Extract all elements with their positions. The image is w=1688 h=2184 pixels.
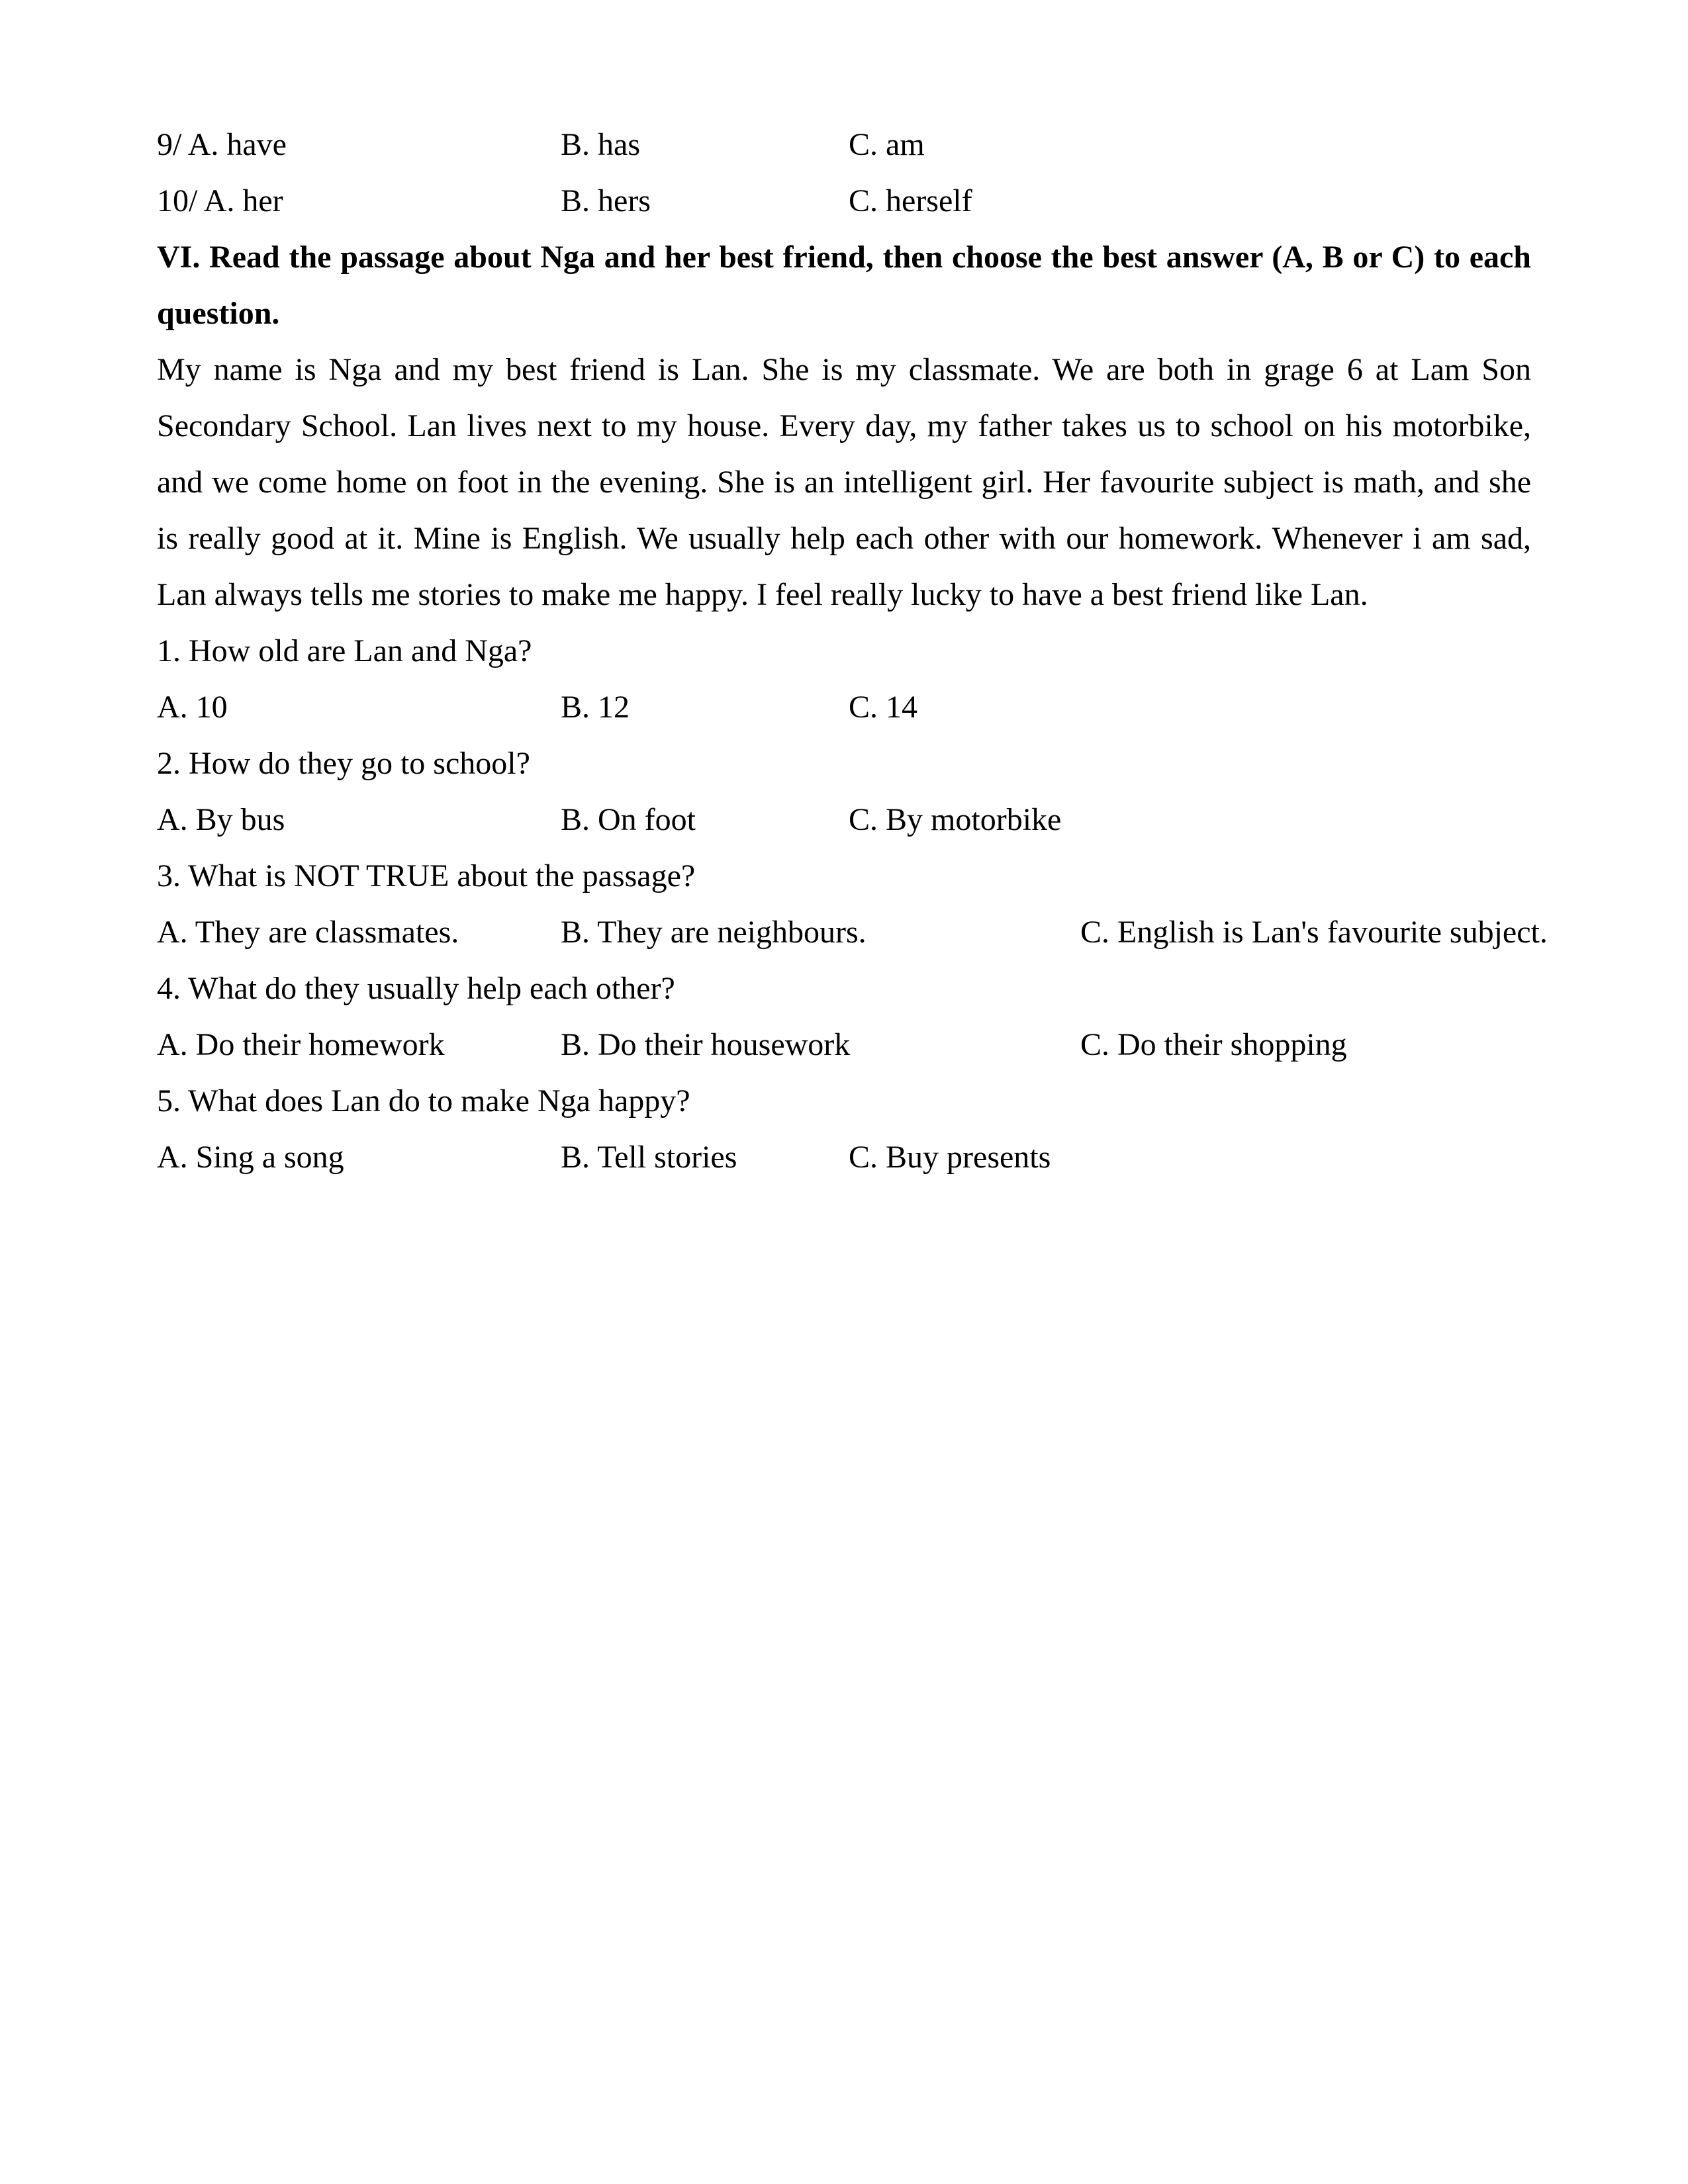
document-content (157, 116, 1548, 1185)
answer-options-row (157, 792, 1531, 848)
option-c: C. herself (849, 183, 972, 218)
option-b: B. has (561, 127, 640, 162)
question-text: 1. How old are Lan and Nga? (157, 633, 532, 668)
question-text: 4. What do they usually help each other? (157, 971, 675, 1006)
option-a: A. They are classmates. (157, 915, 459, 950)
answer-options-row (157, 1017, 1531, 1073)
option-a: A. By bus (157, 802, 285, 837)
option-c: C. Buy presents (849, 1140, 1051, 1175)
option-b: B. Do their housework (561, 1027, 851, 1062)
option-a: 9/ A. have (157, 127, 287, 162)
option-b: B. 12 (561, 690, 630, 725)
question-text: 5. What does Lan do to make Nga happy? (157, 1083, 690, 1118)
option-b: B. On foot (561, 802, 696, 837)
question-text: 3. What is NOT TRUE about the passage? (157, 858, 696, 893)
gap-fill-row-10 (157, 173, 1531, 229)
option-c: C. am (849, 127, 925, 162)
option-c: C. 14 (849, 690, 918, 725)
option-a: A. Do their homework (157, 1027, 445, 1062)
option-c: C. English is Lan's favourite subject. (1080, 915, 1548, 950)
option-a: A. 10 (157, 690, 228, 725)
gap-fill-row-9 (157, 116, 1531, 173)
option-a: 10/ A. her (157, 183, 283, 218)
question-text: 2. How do they go to school? (157, 746, 530, 781)
option-c: C. By motorbike (849, 802, 1062, 837)
answer-options-row (157, 679, 1531, 735)
section-heading: VI. Read the passage about Nga and her best friend, then choose the best answer (A, B or C) to each question. (157, 240, 1531, 331)
answer-options-row (157, 904, 1548, 960)
option-c: C. Do their shopping (1080, 1027, 1347, 1062)
option-a: A. Sing a song (157, 1140, 344, 1175)
option-b: B. hers (561, 183, 651, 218)
reading-passage: My name is Nga and my best friend is Lan. She is my classmate. We are both in grage 6 at Lam Son Secondary School. Lan lives next to my house. Every day, my father takes us to school on his motorbike, and we come home on foot in the evening. She is an intelligent girl. Her favourite subject is math, and she is really good at it. Mine is English. We usually help each other with our homework. Whenever i am sad, Lan always tells me stories to make me happy. I feel really lucky to have a best friend like Lan. (157, 352, 1531, 612)
answer-options-row (157, 1129, 1531, 1185)
option-b: B. Tell stories (561, 1140, 737, 1175)
option-b: B. They are neighbours. (561, 915, 867, 950)
